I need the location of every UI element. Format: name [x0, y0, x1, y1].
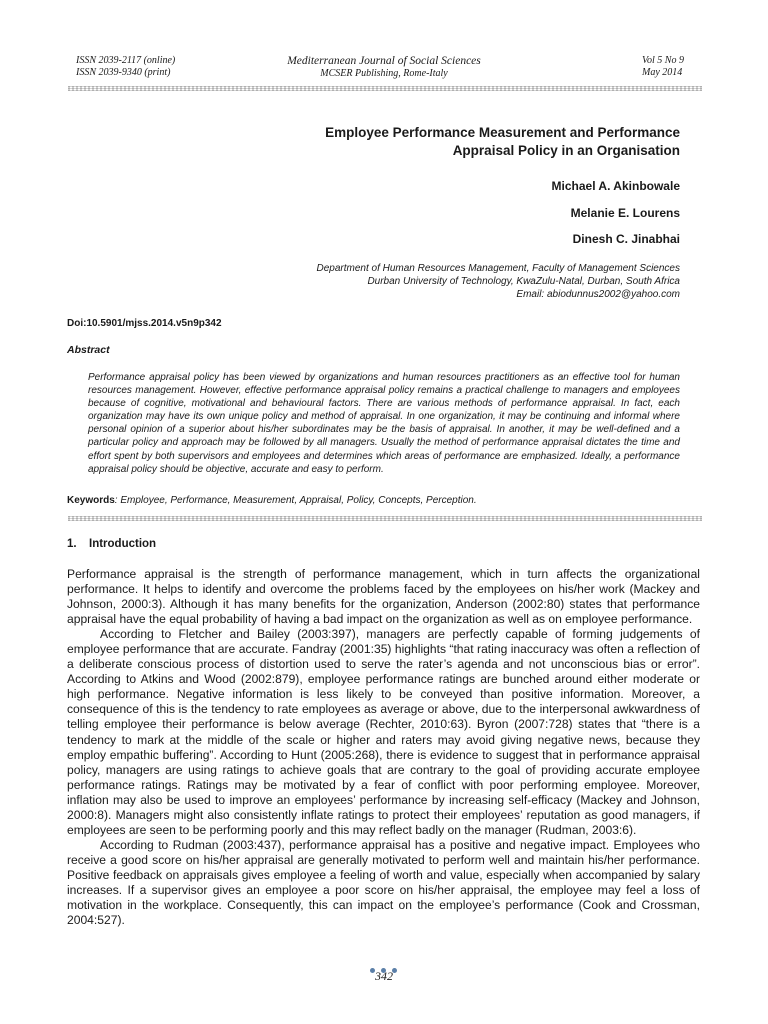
keywords-label: Keywords — [67, 495, 115, 506]
body-text — [67, 567, 700, 928]
issn-print: ISSN 2039-9340 (print) — [76, 67, 171, 78]
author-2: Melanie E. Lourens — [570, 206, 680, 220]
journal-block — [76, 55, 692, 80]
header-divider — [68, 86, 702, 91]
affiliation-university: Durban University of Technology, KwaZulu-Natal, Durban, South Africa — [367, 276, 680, 287]
title-line-1: Employee Performance Measurement and Performance — [325, 125, 680, 140]
paragraph-3: According to Rudman (2003:437), performance appraisal has a positive and negative impact. Employees who receive a good score on his/her appraisal are generally motivated to perform well and maintain his/her performance. Positive feedback on appraisals gives employee a feeling of worth and value, especially when accompanied by salary increases. If a supervisor gives an employee a poor score on his/her appraisal, the employee may feel a loss of motivation in the workplace. Consequently, this can impact on the employee’s performance (Cook and Crossman, 2004:527). — [67, 837, 700, 928]
section-number: 1. — [67, 538, 77, 550]
abstract-divider — [68, 516, 702, 521]
page-number: 342 — [375, 969, 393, 983]
affiliation-department: Department of Human Resources Management, Faculty of Management Sciences — [316, 263, 680, 274]
affiliation — [220, 262, 680, 301]
author-3: Dinesh C. Jinabhai — [572, 232, 680, 246]
publisher: MCSER Publishing, Rome-Italy — [320, 68, 448, 79]
title-line-2: Appraisal Policy in an Organisation — [452, 143, 680, 158]
paragraph-1: Performance appraisal is the strength of performance management, which in turn affects the organizational performance. It helps to identify and overcome the problems faced by the employees on his/her work (Mackey and Johnson, 2000:3). Although it has many benefits for the organization, Anderson (2002:80) states that performance appraisal have the equal probability of having a bad impact on the organization as well as on employee performance. — [67, 567, 700, 627]
keywords-list: : Employee, Performance, Measurement, Appraisal, Policy, Concepts, Perception. — [114, 495, 477, 506]
volume: Vol 5 No 9 — [642, 55, 684, 66]
running-header — [76, 55, 692, 85]
section-heading — [67, 538, 156, 550]
abstract-heading: Abstract — [67, 344, 110, 356]
issue-block — [642, 55, 692, 79]
journal-name: Mediterranean Journal of Social Sciences — [287, 55, 481, 67]
abstract-text: Performance appraisal policy has been viewed by organizations and human resources practitioners as an effective tool for human resources management. However, effective performance appraisal policy remains a practical challenge to managers and employees because of cognitive, motivational and behavioural factors. There are various methods of performance appraisal. In fact, each organization may have its own unique policy and method of appraisal. In one organization, it may be continuing and informal where personal opinion of a superior about his/her subordinates may be the basis of appraisal. In another, it may be well-defined and a particular policy and approach may be followed by all managers. Usually the method of performance appraisal dictates the time and effort spent by both supervisors and employees and determines which areas of performance are emphasized. Ideally, a performance appraisal policy should be objective, accurate and easy to perform. — [88, 372, 680, 475]
section-title: Introduction — [89, 538, 157, 550]
affiliation-email[interactable]: Email: abiodunnus2002@yahoo.com — [516, 289, 680, 300]
footer-dots-icon — [367, 960, 401, 968]
paper-title — [180, 124, 680, 160]
issn-online: ISSN 2039-2117 (online) — [76, 55, 176, 66]
author-1: Michael A. Akinbowale — [551, 179, 680, 193]
issue-date: May 2014 — [642, 67, 683, 78]
doi[interactable]: Doi:10.5901/mjss.2014.v5n9p342 — [67, 318, 222, 329]
keywords — [67, 495, 707, 506]
paragraph-2: According to Fletcher and Bailey (2003:397), managers are perfectly capable of forming judgements of employee performance that are accurate. Fandray (2001:35) highlights “that rating inaccuracy was often a reflection of a deliberate conscious process of distortion used to serve the rater’s agenda and not unconscious bias or error”. According to Atkins and Wood (2002:879), employee performance ratings are bunched around either moderate or high performance. Negative information is less likely to be conveyed than positive information. Moreover, a consequence of this is the tendency to rate employees as average or above, due to the interpersonal awkwardness of telling employee their performance is below average (Rechter, 2010:63). Byron (2007:728) states that “there is a tendency to mark at the middle of the scale or higher and raters may avoid giving negative news, because they employ empathic buffering”. According to Hunt (2005:268), there is evidence to suggest that in performance appraisal policy, managers are using ratings to achieve goals that are contrary to the goal of providing accurate employee performance ratings. Ratings may be motivated by a fear of conflict with poor performing employee. Moreover, inflation may also be used to improve an employees’ performance by increasing self-efficacy (Mackey and Johnson, 2000:8). Managers might also consistently inflate ratings to protect their employees’ reputation as good managers, if employees are seen to be performing poorly and this may reflect badly on the manager (Rudman, 2003:6). — [67, 627, 700, 837]
